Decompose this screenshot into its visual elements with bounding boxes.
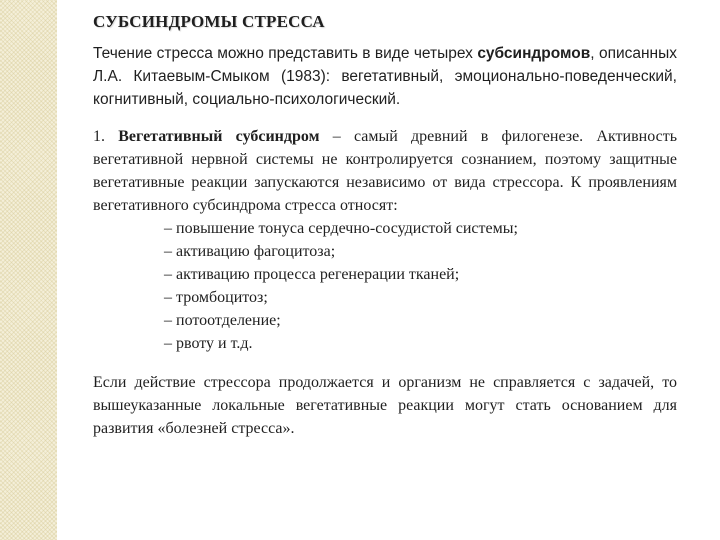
intro-paragraph <box>93 42 677 111</box>
list-item: – потоотделение; <box>164 312 281 329</box>
section1-paragraph <box>93 125 677 217</box>
intro-text-end: , описанных Л.А. Китаевым-Смыком (1983): вегетативный, эмоционально-поведенческий, когнитивный, социально-психологический. <box>93 45 678 108</box>
section1-number: 1. <box>93 128 119 145</box>
list-item: – рвоту и т.д. <box>164 335 253 352</box>
decorative-side-stripe <box>0 0 57 540</box>
manifestations-list <box>93 217 677 355</box>
section1-text: – самый древний в филогенезе. Активность вегетативной нервной системы не контролируется сознанием, поэтому защитные вегетативные реакции запускаются независимо от вида стрессора. К проявлениям вегетативного субсиндрома стресса относят: <box>93 128 677 214</box>
intro-bold-term: субсиндромов <box>477 45 591 62</box>
list-item: – тромбоцитоз; <box>164 289 268 306</box>
list-item: – повышение тонуса сердечно-сосудистой системы; <box>164 220 518 237</box>
list-item: – активацию фагоцитоза; <box>164 243 336 260</box>
list-item: – активацию процесса регенерации тканей; <box>164 266 460 283</box>
slide-title: СУБСИНДРОМЫ СТРЕССА <box>93 12 325 31</box>
intro-text-start: Течение стресса можно представить в виде четырех <box>93 45 478 62</box>
slide-content <box>93 12 677 440</box>
conclusion-paragraph: Если действие стрессора продолжается и организм не справляется с задачей, то вышеуказанные локальные вегетативные реакции могут стать основанием для развития «болезней стресса». <box>93 374 677 437</box>
section1-heading: Вегетативный субсиндром <box>118 128 320 145</box>
